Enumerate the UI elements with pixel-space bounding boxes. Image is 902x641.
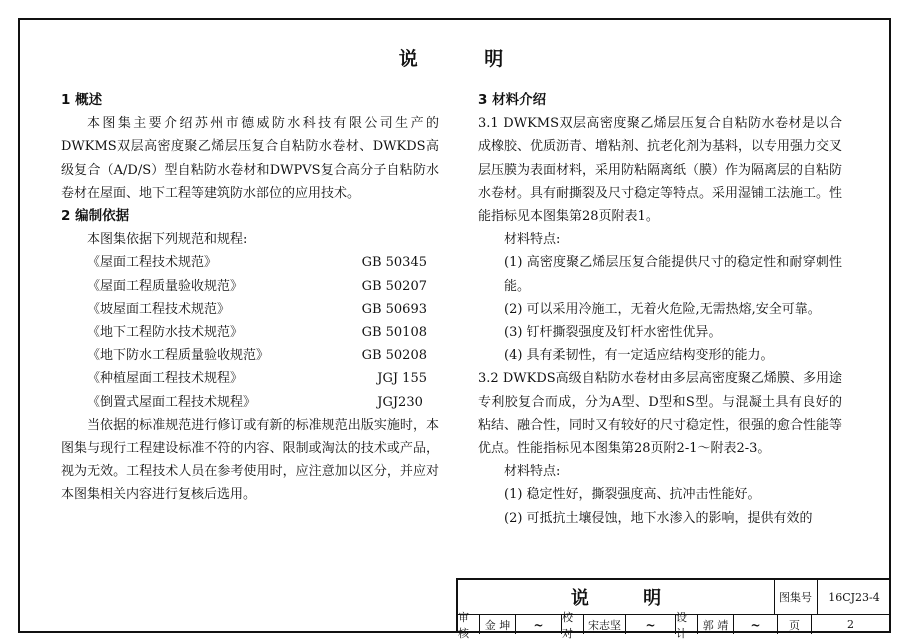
standards-list [61,251,439,413]
design-name: 郭 靖 [698,615,734,634]
features-2-list [478,483,842,529]
section-3-heading: 3 材料介绍 [478,92,547,108]
section-1-paragraph: 本图集主要介绍苏州市德威防水科技有限公司生产的DWKMS双层高密度聚乙烯层压复合自粘防水卷材、DWKDS高级复合（A/D/S）型自粘防水卷材和DWPVS复合高分子自粘防水卷材在屋面、地下工程等建筑防水部位的应用技术。 [61,116,439,201]
design-signature [734,615,778,634]
standard-item [61,321,439,344]
signature-row [458,610,891,640]
page-title: 说 明 [398,48,534,70]
standard-name: 《屋面工程技术规范》 [87,255,218,271]
standard-code: JGJ230 [377,394,427,410]
check-label: 校对 [562,615,584,634]
standard-code: GB 50345 [361,255,427,271]
paragraph-3-2: 3.2 DWKDS高级自粘防水卷材由多层高密度聚乙烯膜、多用途专利胶复合而成，分为A型、D型和S型。与混凝土具有良好的粘结、融合性，同时又有较好的尺寸稳定性，很强的愈合性能等优点。性能指标见本图集第28页附2-1～附表2-3。 [478,371,843,457]
standard-item [61,391,439,414]
feature-item: (4) 具有柔韧性，有一定适应结构变形的能力。 [504,348,774,364]
title-block-name: 说 明 [458,580,775,614]
standard-name: 《屋面工程质量验收规范》 [87,278,244,294]
signature-mark: ~ [533,617,544,632]
standard-code: JGJ 155 [377,371,427,387]
feature-item: (1) 稳定性好，撕裂强度高、抗冲击性能好。 [504,487,761,503]
left-column [61,89,439,507]
review-label: 审核 [458,615,480,634]
standard-code: GB 50693 [361,301,427,317]
title-block [456,578,891,640]
feature-item: (1) 高密度聚乙烯层压复合能提供尺寸的稳定性和耐穿刺性能。 [504,255,842,294]
section-2-paragraph: 当依据的标准规范进行修订或有新的标准规范出版实施时，本图集与现行工程建设标准不符的内容、限制或淘汰的技术或产品，视为无效。工程技术人员在参考使用时，应注意加以区分，并应对本图集相关内容进行复核后选用。 [61,417,439,503]
features-1-list [478,251,842,367]
atlas-number-label: 图集号 [774,580,818,614]
standard-item [61,251,439,274]
standard-name: 《倒置式屋面工程技术规程》 [87,394,257,410]
standard-name: 《地下防水工程质量验收规范》 [87,348,270,364]
signature-mark: ~ [750,617,761,632]
standard-item [61,275,439,298]
check-signature [626,615,676,634]
standard-code: GB 50208 [361,348,427,364]
standard-item [61,367,439,390]
features-1-label: 材料特点: [504,232,561,248]
page-label: 页 [778,615,812,634]
design-label: 设计 [676,615,698,634]
features-2-label: 材料特点: [504,464,561,480]
feature-item: (2) 可抵抗土壤侵蚀，地下水渗入的影响，提供有效的 [504,510,813,526]
feature-item: (2) 可以采用冷施工，无着火危险,无需热熔,安全可靠。 [504,301,821,317]
feature-item: (3) 钉杆撕裂强度及钉杆水密性优异。 [504,325,722,341]
section-2-heading: 2 编制依据 [61,208,130,224]
review-name: 金 坤 [480,615,516,634]
section-2-intro: 本图集依据下列规范和规程: [87,232,248,248]
standard-name: 《地下工程防水技术规范》 [87,324,244,340]
review-signature [516,615,562,634]
standard-name: 《种植屋面工程技术规程》 [87,371,244,387]
standard-code: GB 50108 [361,324,427,340]
standard-item [61,298,439,321]
section-1-heading: 1 概述 [61,92,103,108]
standard-code: GB 50207 [361,278,427,294]
paragraph-3-1: 3.1 DWKMS双层高密度聚乙烯层压复合自粘防水卷材是以合成橡胶、优质沥青、增粘剂、抗老化剂为基料，以专用强力交叉层压膜为表面材料，采用防粘隔离纸（膜）作为隔离层的自粘防水卷材。具有耐撕裂及尺寸稳定等特点。采用湿铺工法施工。性能指标见本图集第28页附表1。 [478,116,843,224]
page-number: 2 [847,618,854,631]
standard-name: 《坡屋面工程技术规范》 [87,301,231,317]
atlas-number: 16CJ23-4 [828,590,880,604]
standard-item [61,344,439,367]
check-name: 宋志坚 [584,615,626,634]
signature-mark: ~ [645,617,656,632]
right-column [478,89,842,530]
